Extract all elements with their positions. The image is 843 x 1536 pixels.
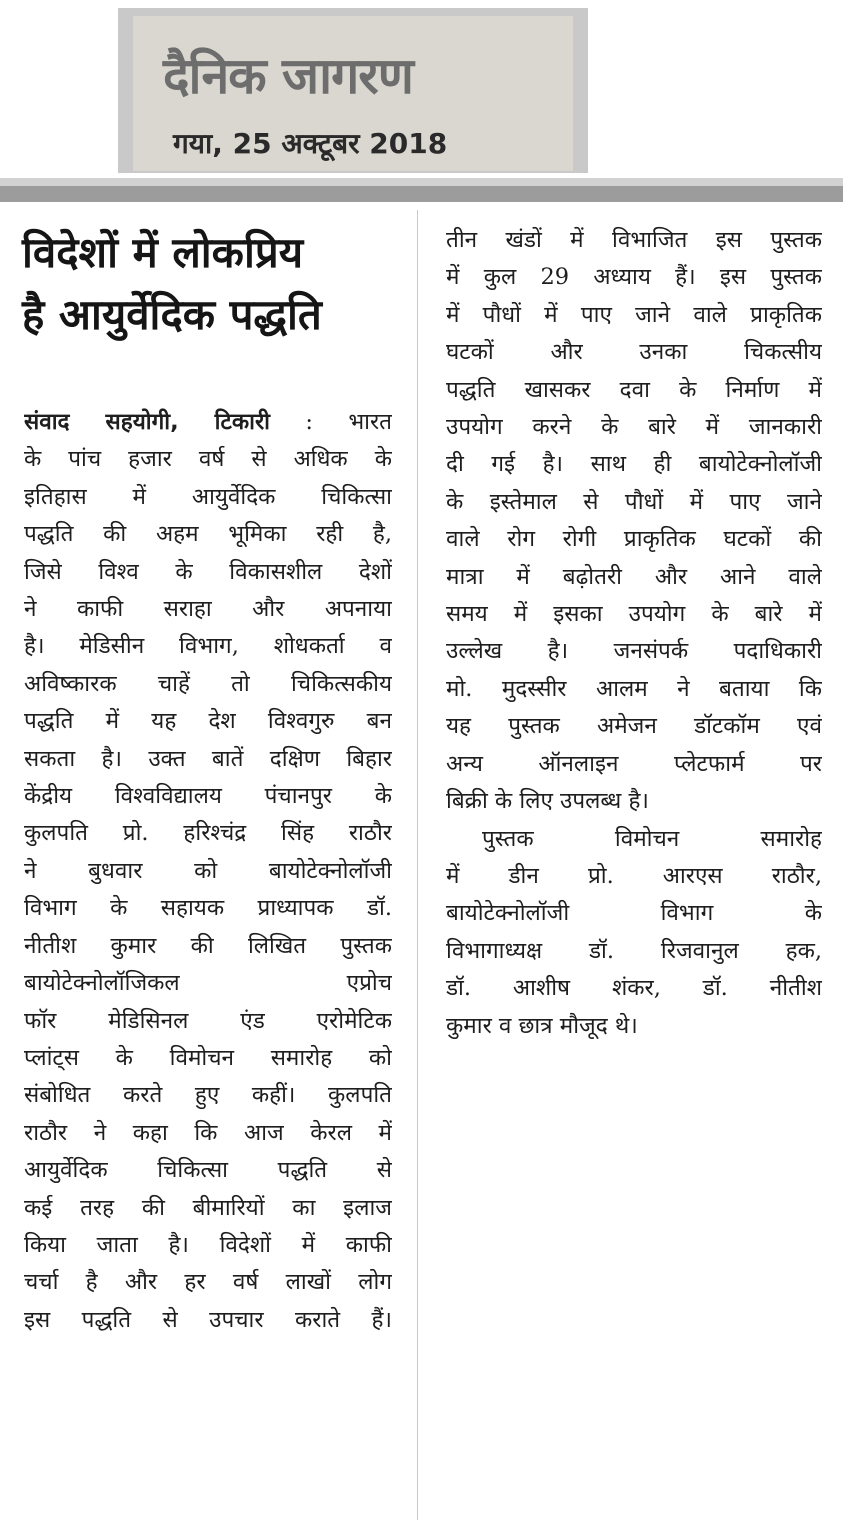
headline-line: है आयुर्वेदिक पद्धति [22, 290, 322, 339]
text-line: पद्धति में यह देश विश्वगुरु बन [24, 708, 392, 735]
byline-continuation: : भारत [270, 409, 392, 435]
newspaper-name: दैनिक जागरण [163, 47, 413, 105]
text-line: जिसे विश्व के विकासशील देशों [24, 558, 392, 585]
byline: संवाद सहयोगी, टिकारी [24, 409, 270, 435]
text-line: विभागाध्यक्ष डॉ. रिजवानुल हक, [446, 937, 822, 964]
header-rule [0, 186, 843, 202]
text-line: ने बुधवार को बायोटेक्नोलॉजी [24, 857, 392, 884]
text-line: घटकों और उनका चिकत्सीय [446, 339, 822, 366]
text-line: में पौधों में पाए जाने वाले प्राकृतिक [446, 301, 822, 328]
text-line: है। मेडिसीन विभाग, शोधकर्ता व [24, 633, 392, 660]
text-line: मात्रा में बढ़ोतरी और आने वाले [446, 563, 822, 590]
text-line: संबोधित करते हुए कहीं। कुलपति [24, 1082, 392, 1109]
text-line [24, 404, 392, 441]
text-line: बिक्री के लिए उपलब्ध है। [446, 788, 649, 815]
text-line: आयुर्वेदिक चिकित्सा पद्धति से [24, 1157, 392, 1184]
header-rule-light [0, 178, 843, 186]
text-line: फॉर मेडिसिनल एंड एरोमेटिक [24, 1007, 392, 1034]
text-line: कई तरह की बीमारियों का इलाज [24, 1194, 392, 1221]
article-left-column [24, 404, 392, 1339]
text-line: पद्धति खासकर दवा के निर्माण में [446, 376, 822, 403]
text-line: नीतीश कुमार की लिखित पुस्तक [24, 932, 392, 959]
text-line: इस पद्धति से उपचार कराते हैं। [24, 1306, 392, 1333]
text-line: चर्चा है और हर वर्ष लाखों लोग [24, 1269, 392, 1296]
article-right-column [446, 222, 822, 1045]
text-line: दी गई है। साथ ही बायोटेक्नोलॉजी [446, 451, 822, 478]
text-line: उल्लेख है। जनसंपर्क पदाधिकारी [446, 638, 822, 665]
text-line: यह पुस्तक अमेजन डॉटकॉम एवं [446, 713, 822, 740]
text-line: ने काफी सराहा और अपनाया [24, 596, 392, 623]
text-line: तीन खंडों में विभाजित इस पुस्तक [446, 227, 822, 253]
text-line: अविष्कारक चाहें तो चिकित्सकीय [24, 670, 392, 697]
article-headline [22, 222, 412, 346]
masthead [133, 16, 573, 171]
text-line: में डीन प्रो. आरएस राठौर, [446, 862, 822, 889]
text-line: डॉ. आशीष शंकर, डॉ. नीतीश [446, 975, 822, 1002]
text-line: इतिहास में आयुर्वेदिक चिकित्सा [24, 483, 392, 510]
text-line: बायोटेक्नोलॉजी विभाग के [446, 900, 822, 927]
text-line: सकता है। उक्त बातें दक्षिण बिहार [24, 745, 392, 772]
text-line: में कुल 29 अध्याय हैं। इस पुस्तक [446, 264, 822, 291]
text-line: केंद्रीय विश्वविद्यालय पंचानपुर के [24, 783, 392, 810]
text-line: अन्य ऑनलाइन प्लेटफार्म पर [446, 750, 822, 777]
text-line: प्लांट्स के विमोचन समारोह को [24, 1044, 392, 1071]
text-line: के इस्तेमाल से पौधों में पाए जाने [446, 488, 822, 515]
dateline: गया, 25 अक्टूबर 2018 [173, 127, 448, 160]
text-line: कुलपति प्रो. हरिश्चंद्र सिंह राठौर [24, 820, 392, 847]
text-line: पद्धति की अहम भूमिका रही है, [24, 521, 392, 548]
text-line: राठौर ने कहा कि आज केरल में [24, 1119, 392, 1146]
text-line: समय में इसका उपयोग के बारे में [446, 601, 822, 628]
text-line: किया जाता है। विदेशों में काफी [24, 1231, 392, 1258]
text-line: कुमार व छात्र मौजूद थे। [446, 1012, 638, 1039]
text-line: बायोटेक्नोलॉजिकल एप्रोच [24, 970, 392, 997]
text-line: उपयोग करने के बारे में जानकारी [446, 414, 822, 441]
headline-line: विदेशों में लोकप्रिय [22, 228, 304, 277]
text-line: पुस्तक विमोचन समारोह [482, 825, 822, 852]
text-line: विभाग के सहायक प्राध्यापक डॉ. [24, 895, 392, 922]
column-divider [417, 210, 418, 1520]
text-line: वाले रोग रोगी प्राकृतिक घटकों की [446, 526, 822, 553]
text-line: मो. मुदस्सीर आलम ने बताया कि [446, 675, 822, 702]
text-line: के पांच हजार वर्ष से अधिक के [24, 446, 392, 473]
